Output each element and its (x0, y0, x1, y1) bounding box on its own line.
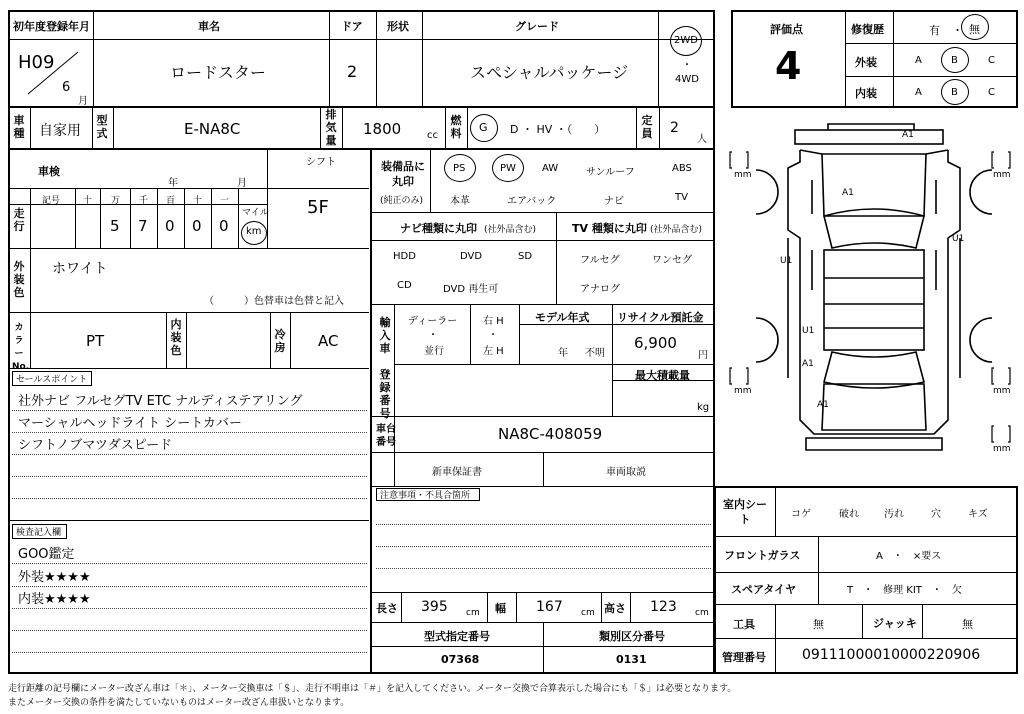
glass-label: フロントガラス (724, 549, 801, 562)
damage-a1-top: A1 (902, 130, 914, 140)
mgmt-label: 管理番号 (722, 651, 766, 664)
jack-label: ジャッキ (873, 617, 917, 630)
navi-item: CD (397, 280, 412, 291)
color-note: （ ）色替車は色替と記入 (204, 296, 344, 307)
fuel-g: G (479, 121, 488, 134)
shaken-month: 月 (237, 178, 247, 189)
sales-label: セールスポイント (16, 375, 88, 385)
spare-label: スペアタイヤ (731, 583, 797, 596)
odo-digit: 7 (138, 217, 148, 235)
import-label: 輸入車 (379, 316, 391, 355)
left-hand: 左 H (483, 346, 504, 357)
manual: 車両取説 (606, 467, 646, 478)
ju-label: 十 (83, 196, 93, 206)
equip-item: ABS (672, 163, 692, 174)
fuel-options: D ・ HV ・（ ） (510, 123, 606, 136)
capacity-label: 定員 (641, 114, 653, 140)
month-unit: 月 (78, 96, 88, 107)
drive-dot: ・ (682, 60, 692, 71)
interior-a: A (915, 87, 922, 98)
spare-value: T ・ 修理 KIT ・ 欠 (847, 585, 962, 596)
drive-2wd: 2WD (674, 35, 698, 46)
navi-item: SD (518, 251, 533, 262)
usage-value: 自家用 (39, 123, 81, 139)
tv-item: ワンセグ (652, 255, 692, 266)
odo-digit: 0 (165, 217, 175, 235)
chassis-value: NA8C-408059 (498, 425, 603, 443)
odo-digit: 5 (110, 217, 120, 235)
tv-item: アナログ (580, 284, 620, 295)
exterior-c: C (988, 55, 995, 66)
repair-no: 無 (969, 23, 980, 36)
shift-label: シフト (306, 157, 336, 168)
recycle-label: リサイクル預託金 (617, 311, 704, 324)
model-label: 型式 (96, 114, 108, 140)
exterior-label: 外装 (855, 56, 877, 69)
seat-item: 破れ (839, 509, 859, 520)
door-count: 2 (347, 62, 358, 81)
shift-value: 5F (307, 197, 329, 218)
shape-label: 形状 (387, 20, 409, 33)
model-year-label: モデル年式 (535, 311, 590, 324)
score-label: 評価点 (770, 23, 803, 36)
equipment-sub: (純正のみ) (380, 196, 424, 206)
inspection-line: 内装★★★★ (18, 592, 91, 607)
reg-era: H09 (18, 52, 55, 73)
equipment-label: 装備品に丸印 (381, 160, 425, 188)
length-value: 395 (421, 599, 448, 615)
first-reg-label: 初年度登録年月 (13, 20, 90, 33)
person-unit: 人 (697, 134, 707, 145)
fuel-label: 燃料 (450, 114, 462, 140)
reg-month: 6 (62, 80, 71, 95)
model-year-unit: 年 (558, 348, 568, 359)
kg-unit: kg (697, 402, 710, 413)
damage-a1-rear: A1 (802, 359, 814, 369)
run-label: 走行 (13, 207, 25, 233)
capacity-value: 2 (670, 120, 679, 136)
width-unit: cm (581, 608, 595, 618)
navi-item: DVD 再生可 (443, 284, 499, 295)
usage-label: 車種 (13, 114, 25, 140)
height-value: 123 (650, 599, 677, 615)
footer-note: またメーター交換の条件を満たしていないものはメーター改ざん車扱いとなります。 (8, 698, 350, 708)
ju2-label: 十 (193, 196, 203, 206)
equip-item: AW (542, 163, 559, 174)
ichi-label: 一 (220, 196, 230, 206)
length-label: 長さ (376, 602, 398, 615)
mm-rr: mm (993, 386, 1011, 396)
glass-value: A ・ ×要ス (876, 551, 942, 562)
exterior-b: B (951, 55, 958, 66)
seat-item: キズ (968, 509, 988, 520)
equip-item: サンルーフ (586, 167, 635, 178)
tv-item: フルセグ (580, 255, 620, 266)
interior-c: C (988, 87, 995, 98)
sales-line: 社外ナビ フルセグTV ETC ナルディステアリング (18, 394, 303, 409)
tools-label: 工具 (733, 618, 755, 631)
main-form-frame (8, 10, 715, 674)
navi-label: ナビ種類に丸印 (400, 222, 477, 235)
tv-label: TV 種類に丸印 (572, 222, 647, 235)
chassis-label: 車台番号 (376, 424, 396, 448)
damage-u1-rear: U1 (802, 326, 815, 336)
disp-label: 排気量 (325, 108, 337, 147)
color-code: PT (86, 332, 105, 350)
hyaku-label: 百 (166, 196, 176, 206)
type-label: 型式指定番号 (424, 630, 490, 643)
sales-line: マーシャルヘッドライト シートカバー (18, 416, 242, 431)
height-unit: cm (695, 608, 709, 618)
rh-dot: ・ (488, 330, 498, 341)
right-hand: 右 H (483, 316, 504, 327)
mm-fl: mm (734, 170, 752, 180)
registration-label: 登録番号 (379, 368, 391, 420)
color-code-label: カラーNo. (12, 323, 30, 372)
damage-u1-left: U1 (780, 256, 793, 266)
displacement-value: 1800 (363, 120, 402, 138)
class-no: 0131 (616, 653, 647, 666)
interior-color-label: 内装色 (170, 318, 182, 357)
class-label: 類別区分番号 (599, 630, 665, 643)
seat-label: 室内シート (723, 498, 767, 526)
seat-item: 穴 (931, 509, 941, 520)
equip-item: エアバック (507, 196, 557, 207)
exterior-a: A (915, 55, 922, 66)
interior-label: 内装 (855, 87, 877, 100)
sen-label: 千 (139, 196, 149, 206)
dealer: ディーラー (408, 316, 458, 327)
damage-a1-bumper: A1 (817, 400, 829, 410)
model-year-unknown: 不明 (585, 348, 605, 359)
slash-divider (26, 48, 82, 98)
car-name: ロードスター (170, 63, 266, 82)
height-label: 高さ (604, 602, 626, 615)
score-value: 4 (775, 44, 802, 88)
mile-unit: マイル (242, 208, 269, 218)
width-value: 167 (536, 599, 563, 615)
repair-dot: ・ (952, 24, 963, 37)
ac-value: AC (318, 332, 339, 350)
kigou-label: 記号 (42, 196, 61, 206)
notes-label: 注意事項・不具合箇所 (380, 491, 471, 501)
max-load-label: 最大積載量 (635, 369, 690, 382)
recycle-value: 6,900 (634, 334, 677, 352)
navi-item: DVD (460, 251, 483, 262)
navi-item: HDD (393, 251, 416, 262)
inspection-line: GOO鑑定 (18, 547, 75, 562)
equip-item: 本革 (450, 196, 470, 207)
tv-sub: (社外品含む) (650, 225, 703, 235)
seat-item: 汚れ (884, 509, 904, 520)
type-no: 07368 (441, 653, 480, 666)
repair-label: 修復歴 (851, 23, 884, 36)
mm-rl: mm (734, 386, 752, 396)
odo-digit: 0 (192, 217, 202, 235)
parallel: 並行 (424, 346, 444, 357)
drive-4wd: 4WD (675, 74, 699, 85)
repair-yes: 有 (929, 24, 940, 37)
model-value: E-NA8C (184, 120, 241, 138)
grade-label: グレード (515, 20, 559, 33)
ac-label: 冷房 (274, 328, 286, 354)
shaken-year: 年 (168, 178, 178, 189)
grade-value: スペシャルパッケージ (470, 63, 629, 82)
cc-unit: cc (427, 130, 438, 141)
man-label: 万 (111, 196, 121, 206)
sales-line: シフトノブマツダスピード (18, 438, 173, 453)
yen-unit: 円 (698, 350, 708, 361)
tools-value: 無 (813, 618, 824, 631)
navi-sub: (社外品含む) (484, 225, 537, 235)
km-unit: km (246, 226, 262, 237)
color-value: ホワイト (52, 261, 108, 277)
interior-b: B (951, 87, 958, 98)
car-damage-diagram (728, 120, 1020, 470)
equip-item: PW (500, 163, 516, 174)
equip-item: ナビ (604, 196, 624, 207)
warranty: 新車保証書 (432, 467, 482, 478)
equip-item: PS (453, 163, 466, 174)
import-dot: ・ (428, 330, 438, 341)
color-label: 外装色 (13, 260, 25, 299)
seat-item: コゲ (791, 509, 811, 520)
inspection-line: 外装★★★★ (18, 570, 91, 585)
shaken-label: 車検 (38, 165, 60, 178)
mm-fr: mm (993, 170, 1011, 180)
damage-u1-right: U1 (952, 234, 965, 244)
odo-digit: 0 (219, 217, 229, 235)
footer-note: 走行距離の記号欄にメーター改ざん車は「＊」、メーター交換車は「＄」、走行不明車は「＃」を記入してください。メーター交換で合算表示した場合にも「＄」は必要となります。 (8, 684, 737, 694)
inspection-label: 検査記入欄 (16, 528, 62, 538)
jack-value: 無 (962, 618, 973, 631)
damage-a1-hood: A1 (842, 188, 854, 198)
mm-spare: mm (993, 444, 1011, 454)
door-label: ドア (341, 20, 363, 33)
car-name-label: 車名 (198, 20, 220, 33)
length-unit: cm (466, 608, 480, 618)
equip-item: TV (675, 192, 688, 203)
width-label: 幅 (495, 602, 506, 615)
mgmt-value: 09111000010000220906 (802, 647, 981, 663)
